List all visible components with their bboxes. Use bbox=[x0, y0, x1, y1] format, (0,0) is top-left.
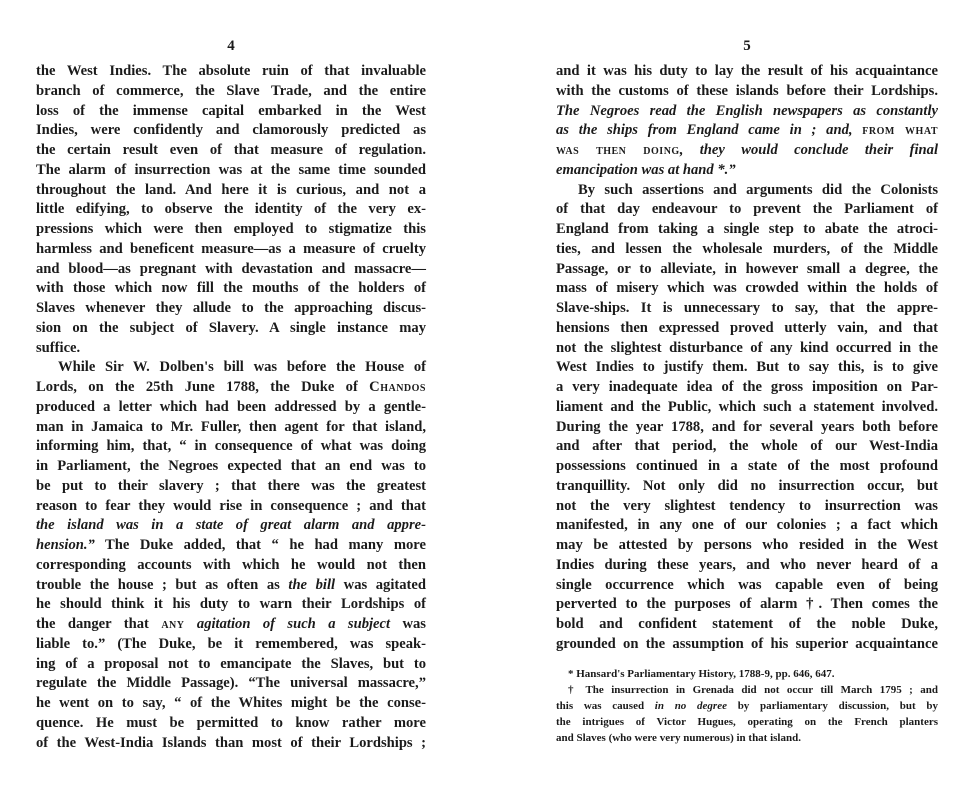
text-line: possessions continued in a state of the most profound bbox=[556, 458, 938, 474]
text-line: man in Jamaica to Mr. Fuller, then agent for that island, bbox=[36, 418, 426, 435]
line-segment: Lords, on the 25th June 1788, the Duke of bbox=[36, 379, 370, 395]
text-line: produced a letter which had been addressed by a gentle- bbox=[36, 398, 426, 415]
text-line: ties, and lessen the wholesale murders, of the Middle bbox=[556, 240, 938, 257]
line-segment: the bill bbox=[288, 576, 336, 593]
line-segment: hension.” bbox=[36, 537, 95, 553]
text-line: Slave-ships. It is unnecessary to say, that the appre- bbox=[556, 300, 938, 316]
text-line: perverted to the purposes of alarm †. Then comes the bbox=[556, 596, 938, 613]
line-segment: was agitated bbox=[335, 576, 426, 593]
right-page-body bbox=[556, 62, 938, 655]
phrase-smallcaps: was then doing bbox=[556, 142, 680, 158]
text-line: liament and the Public, which such a statement involved. bbox=[556, 398, 938, 415]
line-segment: agitation of such a subject bbox=[184, 616, 391, 632]
text-line: Indies, were confidently and clamorously predicted as bbox=[36, 122, 426, 139]
text-line: bold and confident statement of the noble Duke, bbox=[556, 616, 938, 632]
text-line: liable to.” (The Duke, be it remembered, was speak- bbox=[36, 635, 426, 652]
footnote-line: † The insurrection in Grenada did not occur till March 1795 ; and bbox=[568, 684, 938, 696]
text-line: The Negroes read the English newspapers as constantly bbox=[556, 102, 938, 119]
text-line bbox=[36, 378, 426, 398]
text-line: While Sir W. Dolben's bill was before the House of bbox=[58, 359, 426, 376]
line-segment: , they would conclude their final bbox=[679, 142, 939, 158]
text-line: of the West-India Islands than most of their Lordships ; bbox=[36, 734, 426, 751]
text-line: with the customs of these islands before their Lordships. bbox=[556, 82, 938, 99]
text-line: hensions then expressed proved utterly vain, and that bbox=[556, 319, 938, 336]
text-line: he should think it his duty to warn their Lordships of bbox=[36, 596, 426, 613]
line-segment: The Duke added, that “ he had many more bbox=[94, 537, 426, 553]
name-smallcaps: Chandos bbox=[369, 379, 426, 395]
text-line: mass of misery which was crowded within the holds of bbox=[556, 280, 938, 297]
text-line: Indies during these years, and who never heard of a bbox=[556, 556, 938, 573]
text-line: quence. He must be permitted to know rather more bbox=[36, 714, 426, 731]
text-line: informing him, that, “ in consequence of what was doing bbox=[36, 438, 426, 455]
text-line: manifested, in any one of our colonies ; a fact which bbox=[556, 517, 938, 534]
footnotes bbox=[556, 666, 938, 746]
text-line: the island was in a state of great alarm and appre- bbox=[36, 517, 426, 534]
text-line: corresponding accounts with which he would not then bbox=[36, 556, 426, 573]
line-segment: as the ships from England came in ; and, bbox=[556, 122, 863, 139]
text-line: single occurrence which was capable even of being bbox=[556, 576, 938, 593]
line-segment: this was caused bbox=[556, 700, 655, 712]
footnote-line: the intrigues of Victor Hugues, operating on the French planters bbox=[556, 716, 938, 728]
text-line: tranquillity. Not only did no insurrection occur, but bbox=[556, 477, 938, 494]
page-number-right: 5 bbox=[743, 38, 751, 54]
text-line bbox=[36, 615, 426, 635]
text-line: During the year 1788, and for several years both before bbox=[556, 418, 938, 435]
text-line bbox=[36, 536, 426, 556]
text-line: branch of commerce, the Slave Trade, and the entire bbox=[36, 82, 426, 99]
text-line: may be attested by persons who resided in the West bbox=[556, 537, 938, 553]
word-smallcaps: any bbox=[161, 616, 185, 632]
text-line: in Parliament, the Negroes expected that an end was to bbox=[36, 458, 426, 474]
text-line: little edifying, to observe the identity of the very ex- bbox=[36, 201, 426, 218]
text-line: of that day endeavour to prevent the Parliament of bbox=[556, 201, 938, 218]
text-line: pressions which were then employed to stigmatize this bbox=[36, 221, 426, 237]
text-line: not the very slightest tendency to insurrection was bbox=[556, 497, 938, 514]
text-line: sion on the subject of Slavery. A single instance may bbox=[36, 319, 426, 336]
line-segment: the danger that bbox=[36, 616, 162, 632]
text-line: harmless and beneficent measure—as a measure of cruelty bbox=[36, 240, 426, 257]
text-line: grounded on the assumption of his superior acquaintance bbox=[556, 635, 938, 652]
text-line: a very inadequate idea of the gross imposition on Par- bbox=[556, 379, 938, 395]
text-line: Slaves whenever they allude to the approaching discus- bbox=[36, 300, 426, 316]
text-line: The alarm of insurrection was at the same time sounded bbox=[36, 161, 426, 178]
text-line: and blood—as pregnant with devastation and massacre— bbox=[36, 260, 426, 277]
text-line: the certain result even of that measure of regulation. bbox=[36, 142, 426, 158]
text-line: throughout the land. And here it is curious, and not a bbox=[36, 181, 426, 198]
text-line: ing of a proposal not to emancipate the Slaves, but to bbox=[36, 655, 426, 672]
page-number-left: 4 bbox=[227, 38, 235, 54]
text-line: Passage, or to alleviate, in however small a degree, the bbox=[556, 260, 938, 277]
text-line: he went on to say, “ of the Whites might be the conse- bbox=[36, 695, 426, 711]
text-line bbox=[36, 576, 426, 596]
text-line: By such assertions and arguments did the Colonists bbox=[578, 181, 938, 198]
text-line: and it was his duty to lay the result of his acquaintance bbox=[556, 63, 938, 79]
line-segment: by parliamentary discussion, but by bbox=[726, 700, 938, 712]
text-line: suffice. bbox=[36, 339, 81, 356]
line-segment: in no degree bbox=[654, 700, 727, 712]
footnote-line: and Slaves (who were very numerous) in that island. bbox=[556, 732, 801, 744]
text-line: be put to their slavery ; that there was the greatest bbox=[36, 477, 426, 494]
text-line: West Indies to justify them. But to say this, is to give bbox=[556, 359, 938, 376]
text-line: the West Indies. The absolute ruin of that invaluable bbox=[36, 63, 426, 79]
text-line: with those which now fill the mouths of the holders of bbox=[36, 280, 426, 297]
footnote-line: * Hansard's Parliamentary History, 1788-9, pp. 646, 647. bbox=[568, 668, 835, 680]
line-segment: was bbox=[390, 616, 426, 632]
line-segment: trouble the house ; but as often as bbox=[36, 576, 289, 593]
text-line: loss of the immense capital embarked in the West bbox=[36, 102, 426, 119]
text-line: England from taking a single step to abate the atroci- bbox=[556, 221, 938, 237]
phrase-smallcaps: from what bbox=[862, 122, 938, 139]
text-line: and after that period, the whole of our West-India bbox=[556, 438, 938, 455]
text-line bbox=[556, 141, 938, 161]
text-line: reason to fear they would rise in consequence ; and that bbox=[36, 497, 426, 514]
left-page-body bbox=[36, 62, 426, 753]
text-line: not the slightest disturbance of any kind occurred in the bbox=[556, 339, 938, 356]
footnote-line bbox=[556, 698, 938, 714]
text-line: emancipation was at hand *.” bbox=[556, 161, 736, 178]
text-line: regulate the Middle Passage). “The universal massacre,” bbox=[36, 675, 426, 692]
text-line bbox=[556, 121, 938, 141]
